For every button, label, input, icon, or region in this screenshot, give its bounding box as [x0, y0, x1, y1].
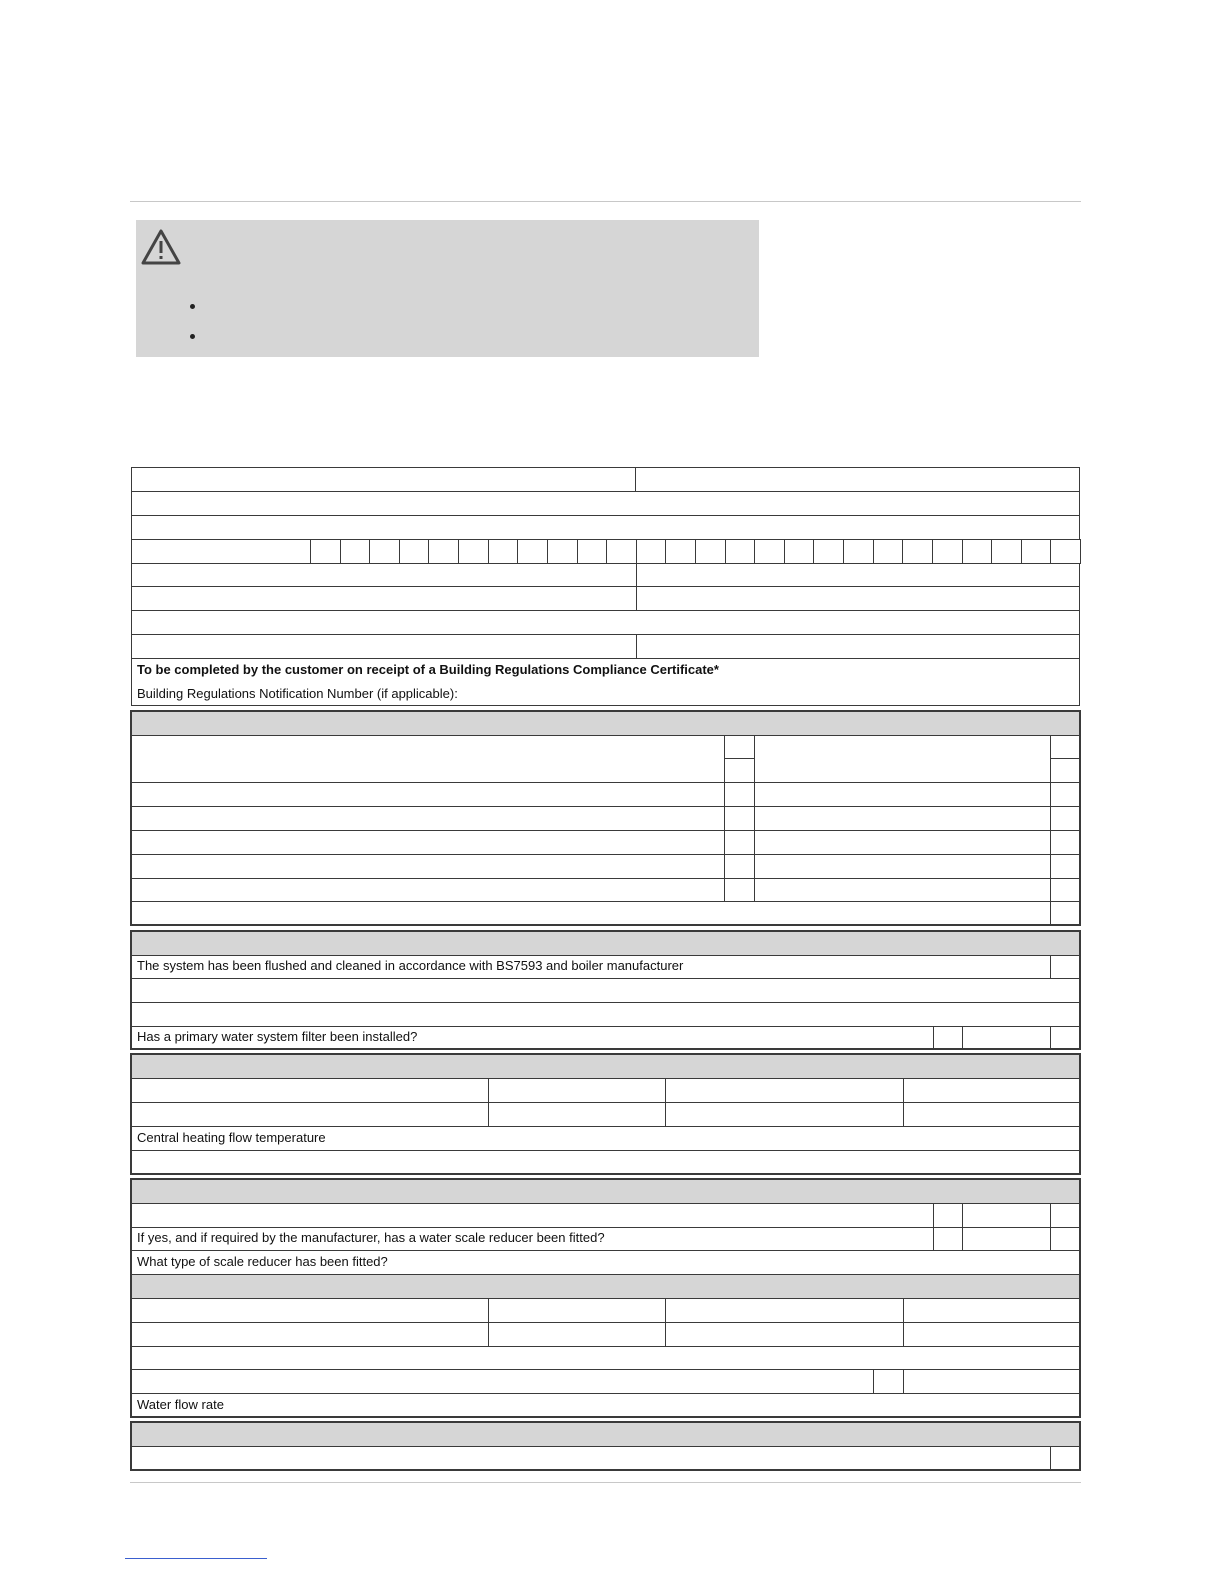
form-field[interactable] [131, 586, 637, 611]
form-field[interactable] [754, 830, 1051, 855]
form-field[interactable] [131, 1393, 1080, 1417]
form-field[interactable] [131, 1078, 489, 1103]
form-field [962, 1203, 1051, 1228]
form-field [962, 1227, 1051, 1251]
checkbox[interactable] [1050, 1227, 1080, 1251]
form-field[interactable] [131, 1203, 934, 1228]
filter-question: Has a primary water system filter been installed? [137, 1029, 418, 1044]
digit-box[interactable] [784, 539, 815, 564]
checkbox[interactable] [1050, 1026, 1080, 1049]
form-field[interactable] [488, 1078, 666, 1103]
digit-box[interactable] [458, 539, 489, 564]
form-field[interactable] [636, 634, 1080, 659]
form-field[interactable] [131, 1346, 1080, 1370]
digit-box[interactable] [991, 539, 1022, 564]
bottom-divider [130, 1482, 1081, 1483]
digit-box[interactable] [813, 539, 844, 564]
form-field[interactable] [131, 806, 725, 831]
checkbox[interactable] [1050, 955, 1080, 979]
digit-box[interactable] [369, 539, 400, 564]
form-field [962, 1026, 1051, 1049]
checkbox[interactable] [724, 878, 755, 903]
form-field[interactable] [754, 854, 1051, 879]
form-field[interactable] [665, 1322, 904, 1347]
digit-box[interactable] [399, 539, 430, 564]
checkbox[interactable] [724, 758, 755, 783]
form-field[interactable] [131, 901, 1051, 925]
form-field[interactable] [131, 1298, 489, 1323]
section-header-band [131, 931, 1080, 956]
checkbox[interactable] [933, 1227, 963, 1251]
warning-triangle-icon [140, 228, 182, 266]
checkbox[interactable] [1050, 878, 1080, 903]
form-field[interactable] [131, 735, 725, 783]
form-field[interactable] [665, 1298, 904, 1323]
checkbox[interactable] [1050, 830, 1080, 855]
form-field[interactable] [131, 830, 725, 855]
form-field[interactable] [131, 610, 1080, 635]
checkbox[interactable] [1050, 901, 1080, 925]
form-field[interactable] [488, 1322, 666, 1347]
form-field[interactable] [131, 878, 725, 903]
customer-note: To be completed by the customer on receipt of a Building Regulations Compliance Certificate* [137, 662, 719, 677]
checkbox[interactable] [724, 806, 755, 831]
section-header-band [131, 1179, 1080, 1204]
form-field[interactable] [131, 1446, 1051, 1470]
scale-reducer-type-question: What type of scale reducer has been fitted? [137, 1254, 388, 1269]
digit-box[interactable] [754, 539, 785, 564]
section-header-band [131, 1054, 1080, 1079]
form-field[interactable] [903, 1322, 1080, 1347]
form-field[interactable] [131, 634, 637, 659]
scale-reducer-question: If yes, and if required by the manufacturer, has a water scale reducer been fitted? [137, 1230, 605, 1245]
checkbox[interactable] [1050, 735, 1080, 759]
checkbox[interactable] [1050, 806, 1080, 831]
form-field[interactable] [131, 467, 636, 492]
digit-box[interactable] [310, 539, 341, 564]
form-field[interactable] [131, 515, 1080, 540]
warning-bullet-2 [190, 334, 195, 339]
digit-box[interactable] [577, 539, 608, 564]
checkbox[interactable] [724, 735, 755, 759]
checkbox[interactable] [873, 1369, 904, 1394]
form-field[interactable] [131, 1322, 489, 1347]
form-field[interactable] [131, 1002, 1080, 1027]
checkbox[interactable] [724, 854, 755, 879]
checkbox[interactable] [724, 830, 755, 855]
digit-box[interactable] [873, 539, 904, 564]
form-field[interactable] [665, 1078, 904, 1103]
digit-box[interactable] [665, 539, 696, 564]
flush-statement: The system has been flushed and cleaned in accordance with BS7593 and boiler manufacturer [137, 958, 684, 973]
ch-flow-temp-label: Central heating flow temperature [137, 1130, 326, 1145]
digit-box[interactable] [606, 539, 637, 564]
checkbox[interactable] [724, 782, 755, 807]
water-flow-rate-label: Water flow rate [137, 1397, 224, 1412]
digit-box[interactable] [902, 539, 933, 564]
form-field[interactable] [636, 586, 1080, 611]
digit-box[interactable] [488, 539, 519, 564]
form-field[interactable] [903, 1298, 1080, 1323]
form-field[interactable] [131, 1150, 1080, 1174]
form-field[interactable] [488, 1298, 666, 1323]
checkbox[interactable] [1050, 758, 1080, 783]
form-field[interactable] [754, 878, 1051, 903]
form-field[interactable] [131, 1369, 874, 1394]
checkbox[interactable] [1050, 1446, 1080, 1470]
warning-bullet-1 [190, 304, 195, 309]
form-field[interactable] [131, 491, 1080, 516]
section-header-band [131, 711, 1080, 736]
digit-box[interactable] [695, 539, 726, 564]
section-header-band [131, 1274, 1080, 1299]
form-field[interactable] [131, 782, 725, 807]
digit-box[interactable] [517, 539, 548, 564]
notification-number-label: Building Regulations Notification Number (if applicable): [137, 686, 458, 701]
form-field[interactable] [903, 1102, 1080, 1127]
warning-panel [136, 220, 759, 357]
digit-box[interactable] [843, 539, 874, 564]
form-field[interactable] [754, 735, 1051, 783]
digit-box[interactable] [428, 539, 459, 564]
form-field[interactable] [754, 806, 1051, 831]
checkbox[interactable] [1050, 854, 1080, 879]
checkbox[interactable] [1050, 782, 1080, 807]
form-field[interactable] [131, 1102, 489, 1127]
digit-box[interactable] [1050, 539, 1081, 564]
checkbox[interactable] [933, 1026, 963, 1049]
form-field[interactable] [903, 1369, 1080, 1394]
form-field[interactable] [131, 978, 1080, 1003]
form-field[interactable] [488, 1102, 666, 1127]
form-field[interactable] [754, 782, 1051, 807]
digit-box[interactable] [636, 539, 667, 564]
digit-box[interactable] [1021, 539, 1052, 564]
digit-box[interactable] [725, 539, 756, 564]
digit-box[interactable] [547, 539, 578, 564]
form-field[interactable] [131, 854, 725, 879]
digit-row-label-cell [131, 539, 311, 564]
form-field[interactable] [636, 563, 1080, 587]
section-header-band [131, 1422, 1080, 1447]
digit-box[interactable] [932, 539, 963, 564]
top-divider [130, 201, 1081, 202]
form-field[interactable] [665, 1102, 904, 1127]
digit-box[interactable] [962, 539, 993, 564]
footer-link-underline [125, 1558, 267, 1559]
digit-box[interactable] [340, 539, 371, 564]
form-field[interactable] [903, 1078, 1080, 1103]
checkbox[interactable] [1050, 1203, 1080, 1228]
form-field[interactable] [131, 563, 637, 587]
checkbox[interactable] [933, 1203, 963, 1228]
form-field[interactable] [635, 467, 1080, 492]
